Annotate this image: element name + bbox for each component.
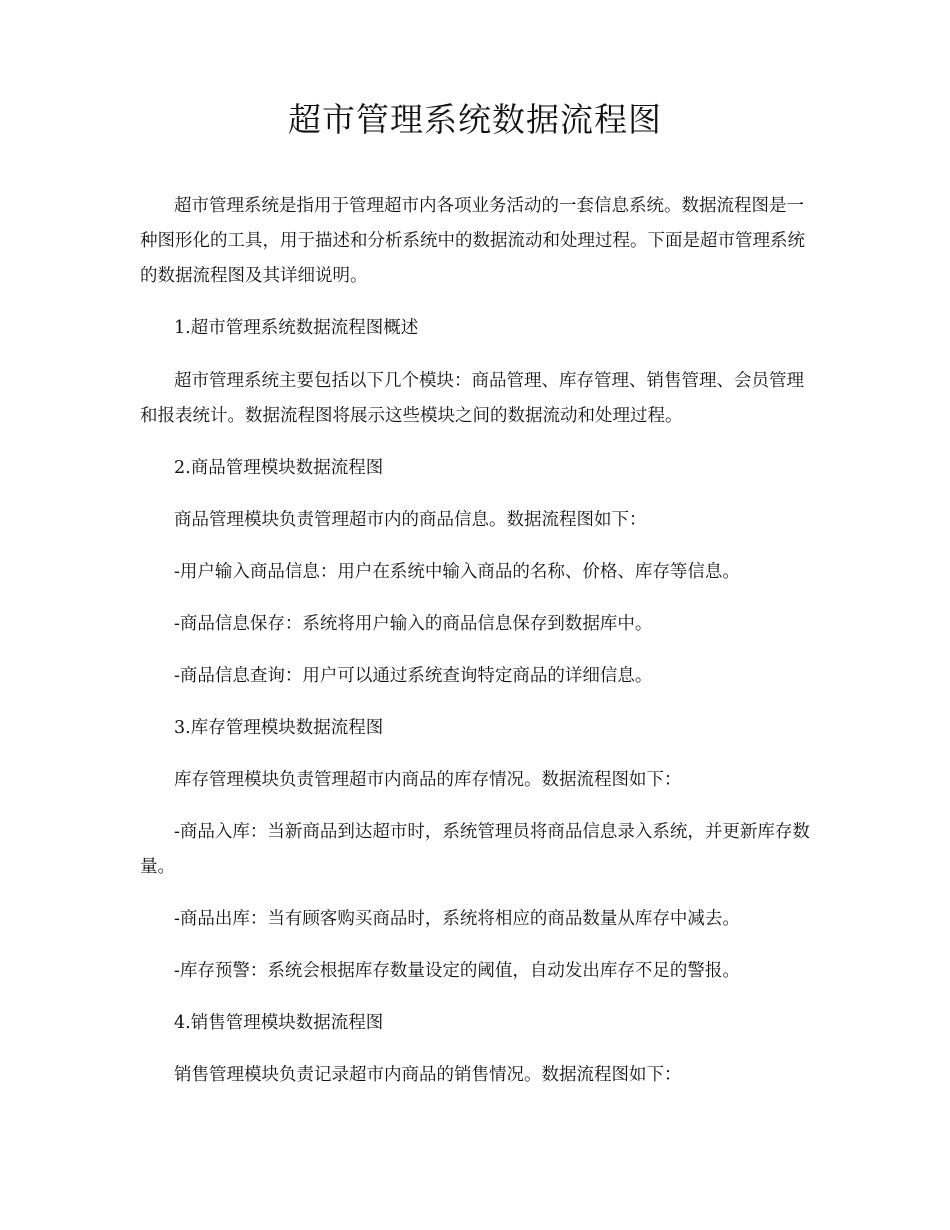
section-3-item-1: -商品入库：当新商品到达超市时，系统管理员将商品信息录入系统，并更新库存数量。 [140,822,810,877]
section-3-item-3: -库存预警：系统会根据库存数量设定的阈值，自动发出库存不足的警报。 [174,961,740,981]
section-3-item-2: -商品出库：当有顾客购买商品时，系统将相应的商品数量从库存中减去。 [174,909,740,929]
section-2-paragraph: 商品管理模块负责管理超市内的商品信息。数据流程图如下： [174,510,647,530]
section-2-item-3: -商品信息查询：用户可以通过系统查询特定商品的详细信息。 [174,666,653,686]
section-1-paragraph: 超市管理系统主要包括以下几个模块：商品管理、库存管理、销售管理、会员管理和报表统计。数据流程图将展示这些模块之间的数据流动和处理过程。 [140,371,804,426]
section-4-paragraph: 销售管理模块负责记录超市内商品的销售情况。数据流程图如下： [174,1065,682,1085]
intro-paragraph: 超市管理系统是指用于管理超市内各项业务活动的一套信息系统。数据流程图是一种图形化的工具，用于描述和分析系统中的数据流动和处理过程。下面是超市管理系统的数据流程图及其详细说明。 [140,196,805,286]
section-2-item-1: -用户输入商品信息：用户在系统中输入商品的名称、价格、库存等信息。 [174,562,740,582]
section-3-paragraph: 库存管理模块负责管理超市内商品的库存情况。数据流程图如下： [174,770,682,790]
section-2-heading: 2.商品管理模块数据流程图 [174,458,384,478]
section-4-heading: 4.销售管理模块数据流程图 [174,1013,384,1033]
section-1-heading: 1.超市管理系统数据流程图概述 [174,318,419,338]
section-2-item-2: -商品信息保存：系统将用户输入的商品信息保存到数据库中。 [174,614,653,634]
section-3-heading: 3.库存管理模块数据流程图 [174,718,384,738]
document-title: 超市管理系统数据流程图 [288,100,662,139]
